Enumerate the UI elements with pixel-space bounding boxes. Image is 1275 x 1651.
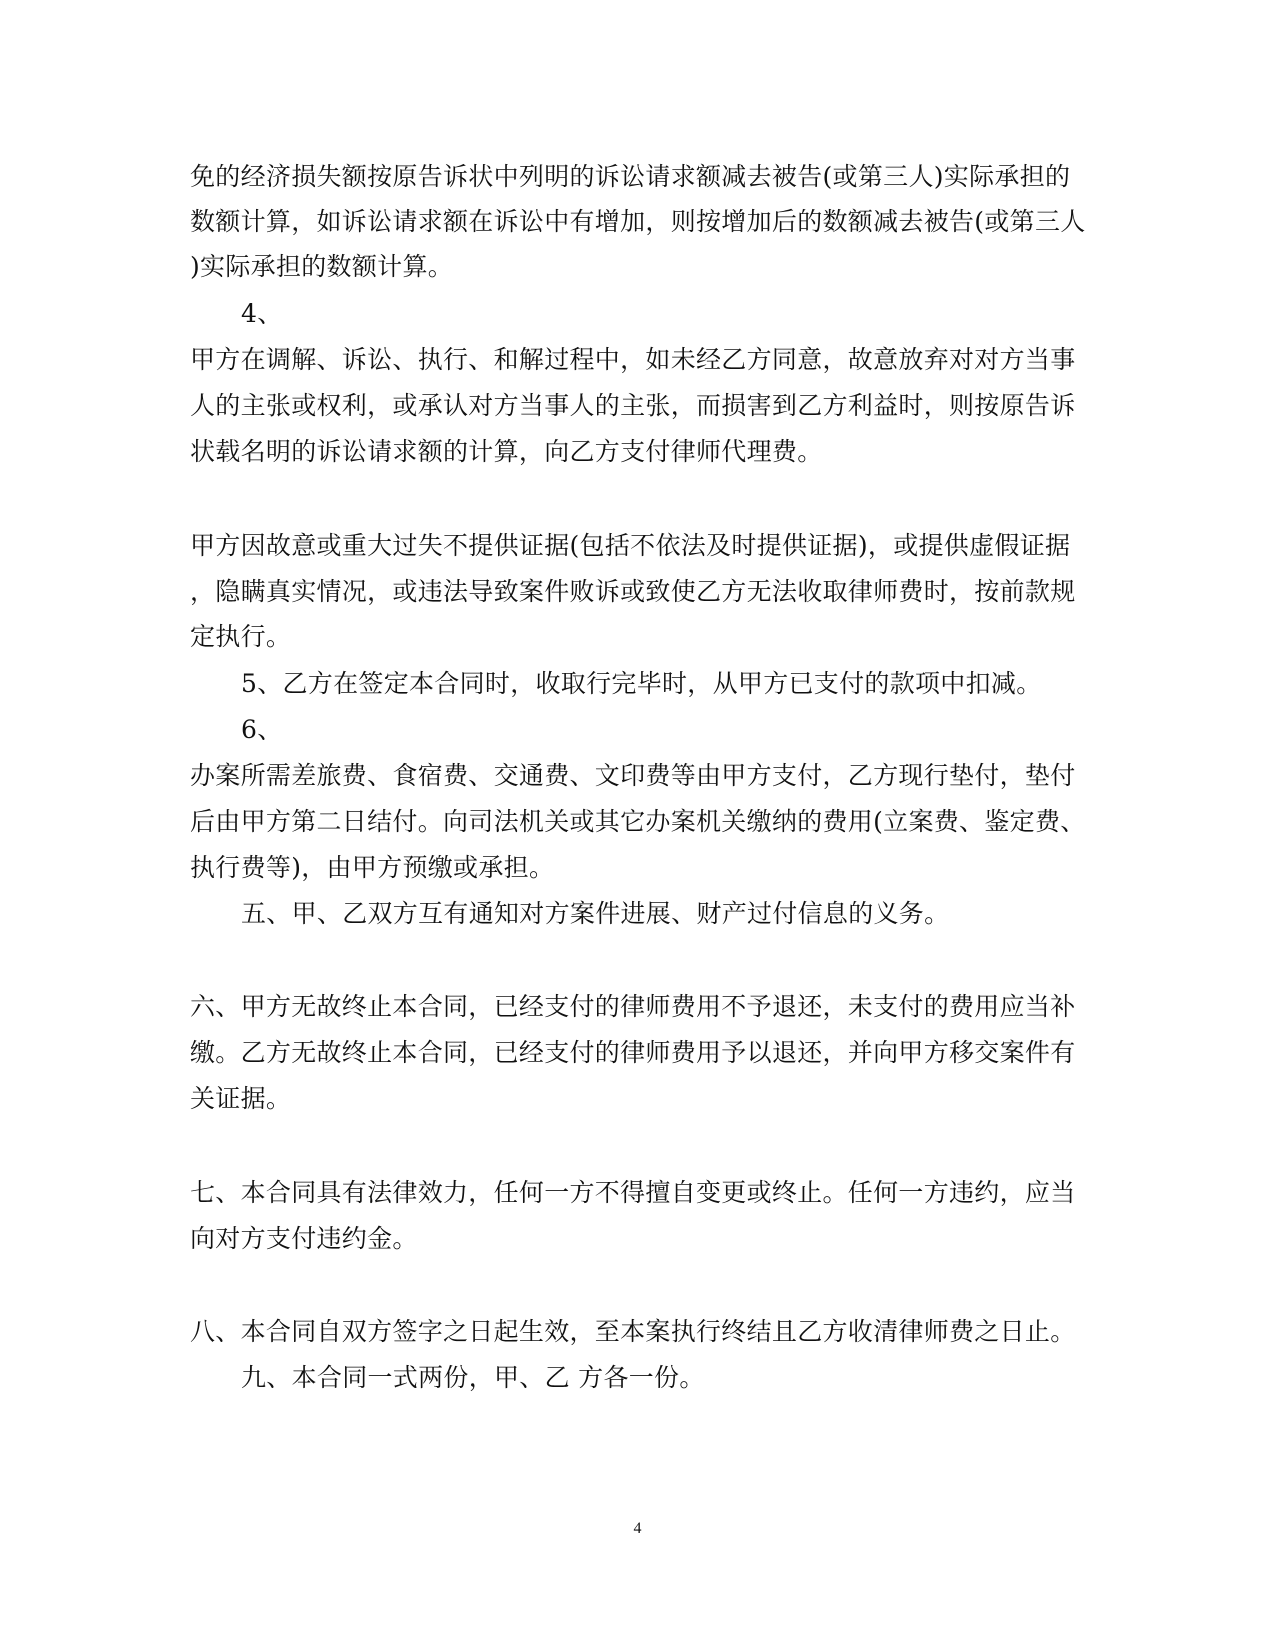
- text-line: 八、本合同自双方签字之日起生效，至本案执行终结且乙方收清律师费之日止。: [190, 1317, 1076, 1346]
- text-line: 缴。乙方无故终止本合同，已经支付的律师费用予以退还，并向甲方移交案件有: [190, 1038, 1076, 1067]
- text-line: 定执行。: [190, 622, 292, 651]
- text-line: 人的主张或权利，或承认对方当事人的主张，而损害到乙方利益时，则按原告诉: [190, 391, 1076, 420]
- text-line: 数额计算，如诉讼请求额在诉讼中有增加，则按增加后的数额减去被告(或第三人: [190, 207, 1086, 236]
- text-line: 免的经济损失额按原告诉状中列明的诉讼请求额减去被告(或第三人)实际承担的: [190, 162, 1071, 191]
- clause-number: 4、: [241, 299, 283, 328]
- text-line: ，隐瞒真实情况，或违法导致案件败诉或致使乙方无法收取律师费时，按前款规: [190, 577, 1076, 606]
- text-line: 执行费等)，由甲方预缴或承担。: [190, 853, 555, 882]
- text-line: 办案所需差旅费、食宿费、交通费、文印费等由甲方支付，乙方现行垫付，垫付: [190, 761, 1076, 790]
- text-line: 5、乙方在签定本合同时，收取行完毕时，从甲方已支付的款项中扣减。: [241, 669, 1042, 698]
- page-number: 4: [633, 1520, 642, 1537]
- text-line: )实际承担的数额计算。: [190, 252, 454, 281]
- text-line: 九、本合同一式两份，甲、乙 方各一份。: [241, 1363, 705, 1392]
- text-line: 后由甲方第二日结付。向司法机关或其它办案机关缴纳的费用(立案费、鉴定费、: [190, 807, 1086, 836]
- text-line: 状载名明的诉讼请求额的计算，向乙方支付律师代理费。: [190, 437, 823, 466]
- text-line: 向对方支付违约金。: [190, 1224, 418, 1253]
- text-line: 甲方因故意或重大过失不提供证据(包括不依法及时提供证据)，或提供虚假证据: [190, 531, 1071, 560]
- text-line: 六、甲方无故终止本合同，已经支付的律师费用不予退还，未支付的费用应当补: [190, 992, 1076, 1021]
- clause-number: 6、: [241, 715, 283, 744]
- text-line: 五、甲、乙双方互有通知对方案件进展、财产过付信息的义务。: [241, 899, 950, 928]
- text-line: 甲方在调解、诉讼、执行、和解过程中，如未经乙方同意，故意放弃对对方当事: [190, 345, 1076, 374]
- text-line: 七、本合同具有法律效力，任何一方不得擅自变更或终止。任何一方违约，应当: [190, 1178, 1076, 1207]
- text-line: 关证据。: [190, 1084, 292, 1113]
